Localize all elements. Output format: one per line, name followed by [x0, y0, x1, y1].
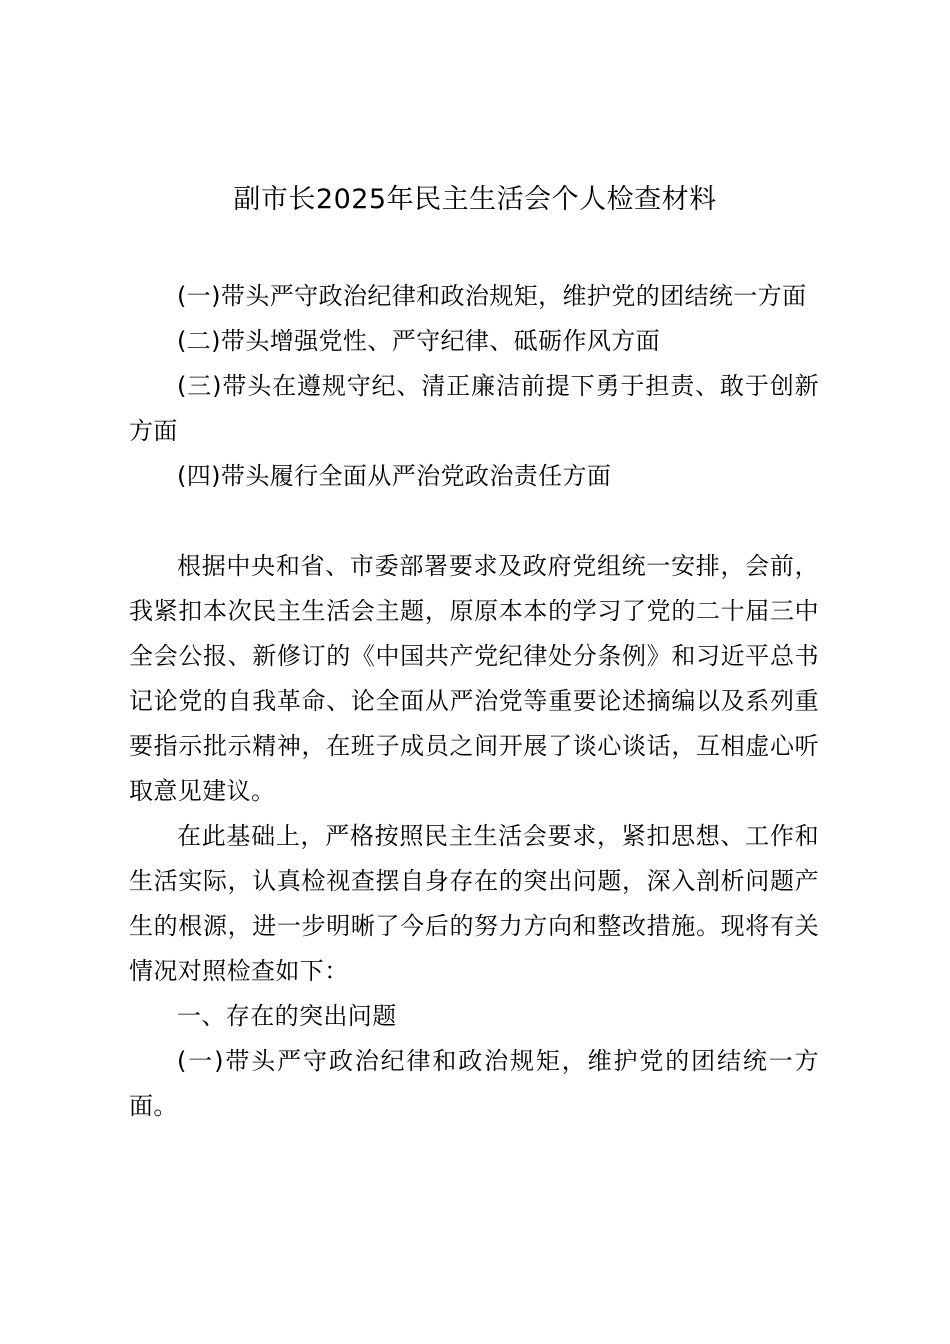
section-heading: 一、存在的突出问题	[177, 1002, 397, 1030]
toc-item: (四)带头履行全面从严治党政治责任方面	[177, 462, 612, 490]
toc-item: (二)带头增强党性、严守纪律、砥砺作风方面	[177, 327, 661, 355]
toc-item: (一)带头严守政治纪律和政治规矩，维护党的团结统一方面	[177, 282, 807, 310]
toc-list	[129, 274, 819, 499]
body-paragraph: 根据中央和省、市委部署要求及政府党组统一安排，会前，我紧扣本次民主生活会主题，原原本本的学习了党的二十届三中全会公报、新修订的《中国共产党纪律处分条例》和习近平总书记论党的自我革命、论全面从严治党等重要论述摘编以及系列重要指示批示精神，在班子成员之间开展了谈心谈话，互相虚心听取意见建议。	[129, 552, 819, 805]
subsection-heading: (一)带头严守政治纪律和政治规矩，维护党的团结统一方面。	[129, 1047, 819, 1120]
body-paragraph: 在此基础上，严格按照民主生活会要求，紧扣思想、工作和生活实际，认真检视查摆自身存在的突出问题，深入剖析问题产生的根源，进一步明晰了今后的努力方向和整改措施。现将有关情况对照检查如下：	[129, 822, 819, 985]
document-body	[129, 544, 819, 1129]
document-title: 副市长2025年民主生活会个人检查材料	[233, 184, 717, 215]
toc-item: (三)带头在遵规守纪、清正廉洁前提下勇于担责、敢于创新方面	[129, 372, 819, 445]
